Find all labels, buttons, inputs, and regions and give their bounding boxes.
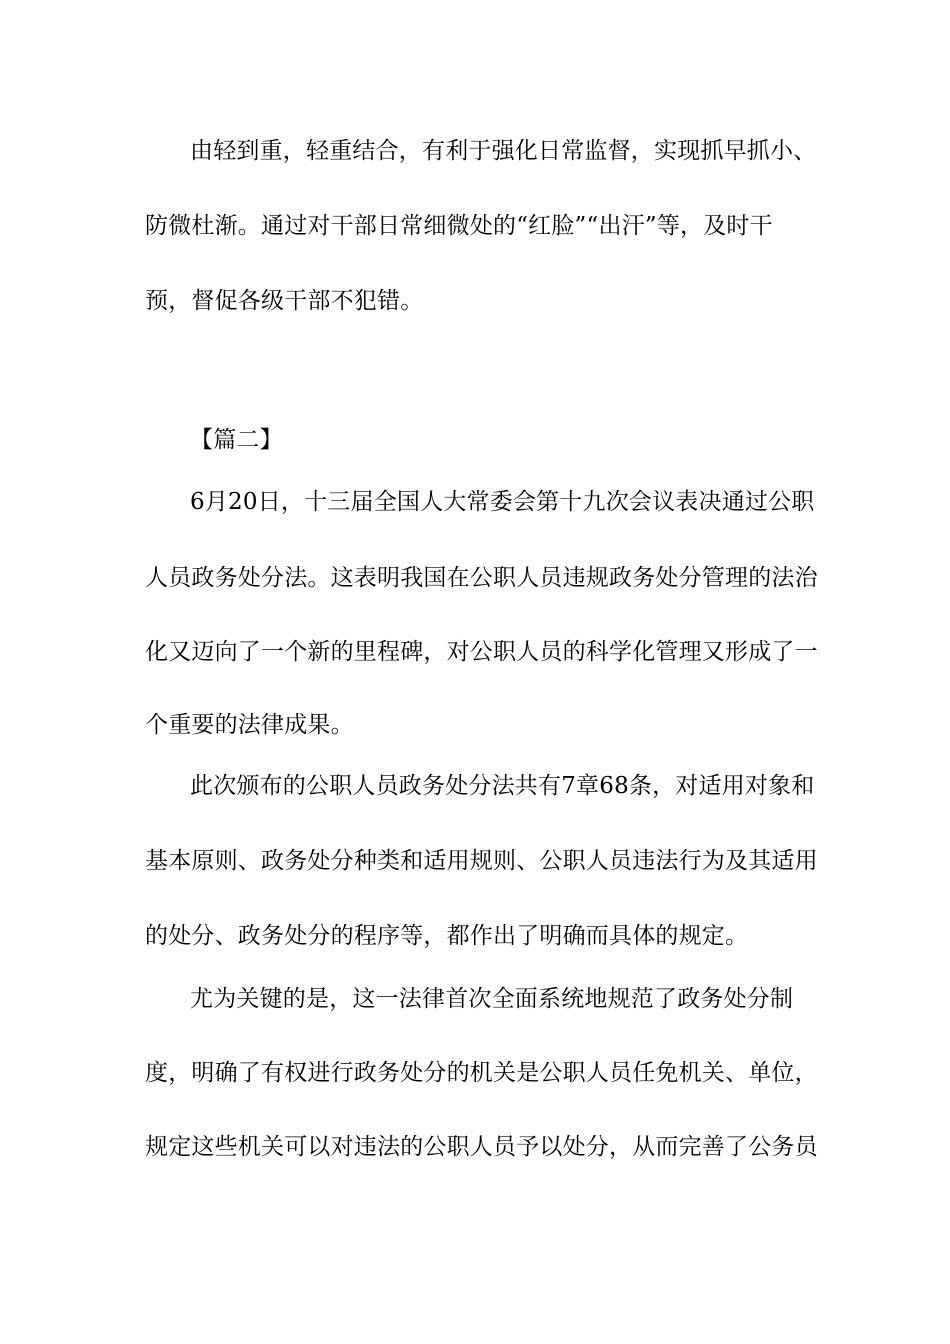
text-line: 6月20日，十三届全国人大常委会第十九次会议表决通过公职 <box>190 489 815 515</box>
text-line: 此次颁布的公职人员政务处分法共有7章68条，对适用对象和 <box>190 773 815 799</box>
text-line: 个重要的法律成果。 <box>145 712 354 738</box>
text-line: 规定这些机关可以对违法的公职人员予以处分，从而完善了公务员 <box>145 1134 818 1160</box>
text-line: 化又迈向了一个新的里程碑，对公职人员的科学化管理又形成了一 <box>145 639 818 665</box>
text-line: 预，督促各级干部不犯错。 <box>145 288 424 314</box>
text-line: 防微杜渐。通过对干部日常细微处的“红脸”“出汗”等，及时干 <box>145 213 773 239</box>
text-line: 尤为关键的是，这一法律首次全面系统地规范了政务处分制 <box>190 986 794 1012</box>
text-line: 基本原则、政务处分种类和适用规则、公职人员违法行为及其适用 <box>145 848 818 874</box>
section-heading: 【篇二】 <box>190 427 283 453</box>
text-line: 度，明确了有权进行政务处分的机关是公职人员任免机关、单位， <box>145 1060 818 1086</box>
text-line: 的处分、政务处分的程序等，都作出了明确而具体的规定。 <box>145 923 749 949</box>
text-line: 由轻到重，轻重结合，有利于强化日常监督，实现抓早抓小、 <box>190 138 817 164</box>
text-line: 人员政务处分法。这表明我国在公职人员违规政务处分管理的法治 <box>145 565 818 591</box>
